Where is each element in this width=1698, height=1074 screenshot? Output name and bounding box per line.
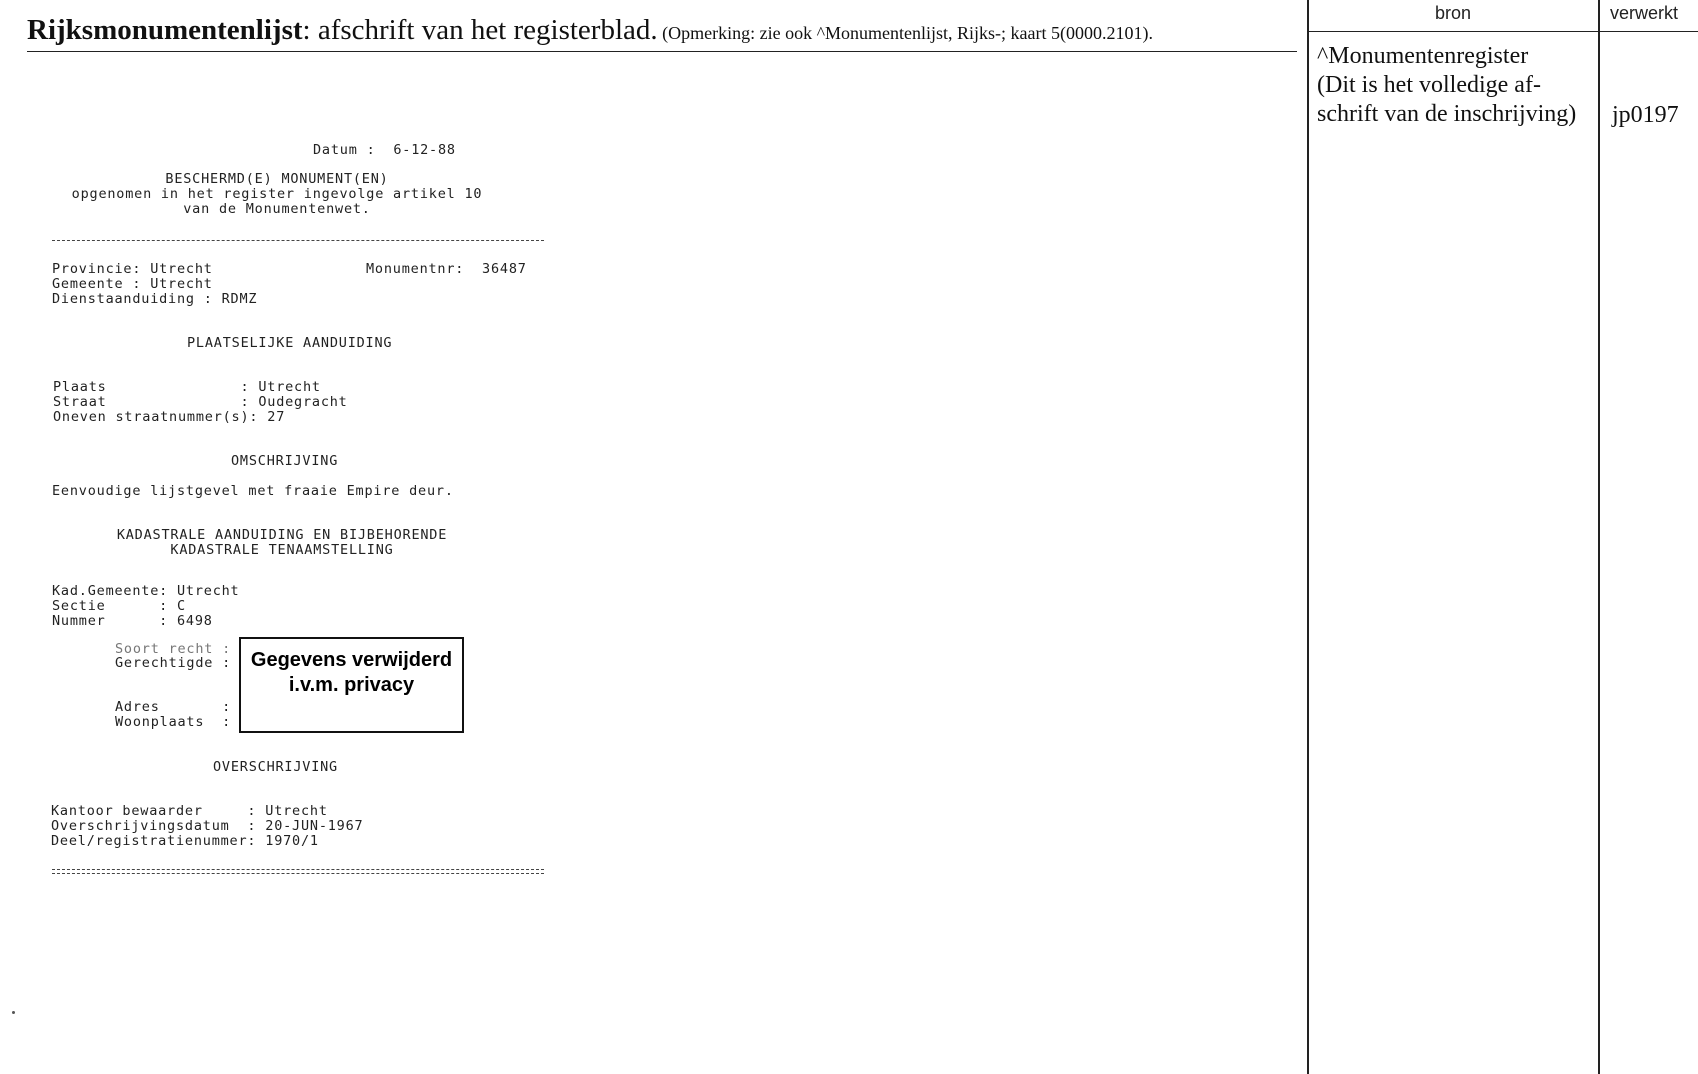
section-title-overschrijving: OVERSCHRIJVING bbox=[213, 759, 338, 775]
register-date: Datum : 6-12-88 bbox=[313, 142, 456, 158]
verwerkt-cell-text: jp0197 bbox=[1612, 102, 1679, 128]
heading-underline bbox=[27, 51, 1297, 52]
table-header-rule bbox=[1307, 31, 1698, 32]
register-header: BESCHERMD(E) MONUMENT(EN) opgenomen in het register ingevolge artikel 10 van de Monumentenwet. bbox=[71, 171, 483, 217]
register-transfer-details: Kantoor bewaarder : Utrecht Overschrijvingsdatum : 20-JUN-1967 Deel/registratienummer: 1970/1 bbox=[51, 803, 364, 849]
register-cadastral-details: Kad.Gemeente: Utrecht Sectie : C Nummer : 6498 bbox=[52, 583, 240, 629]
heading-colon: : bbox=[302, 14, 311, 46]
section-title-omschrijving: OMSCHRIJVING bbox=[231, 453, 339, 469]
register-description: Eenvoudige lijstgevel met fraaie Empire deur. bbox=[52, 483, 454, 499]
table-column-divider-verwerkt bbox=[1598, 0, 1600, 1074]
register-location-admin: Provincie: Utrecht Gemeente : Utrecht Dienstaanduiding : RDMZ bbox=[52, 261, 258, 307]
scan-speck bbox=[12, 1011, 15, 1014]
table-column-divider-bron bbox=[1307, 0, 1309, 1074]
register-divider-top bbox=[52, 240, 544, 241]
page-heading bbox=[27, 10, 1297, 53]
column-header-verwerkt: verwerkt bbox=[1610, 3, 1679, 23]
heading-subtitle: afschrift van het registerblad. bbox=[310, 14, 658, 46]
register-divider-bottom bbox=[52, 869, 544, 874]
privacy-redaction-box bbox=[239, 637, 464, 733]
privacy-note: Gegevens verwijderd i.v.m. privacy bbox=[250, 649, 453, 696]
section-title-plaatselijke-aanduiding: PLAATSELIJKE AANDUIDING bbox=[187, 335, 393, 351]
register-place-details: Plaats : Utrecht Straat : Oudegracht Oneven straatnummer(s): 27 bbox=[53, 379, 348, 425]
bron-cell-text: ^Monumentenregister (Dit is het volledige af- schrift van de inschrijving) bbox=[1317, 43, 1577, 127]
label-gerechtigde: Gerechtigde : bbox=[115, 655, 232, 671]
section-title-kadastrale: KADASTRALE AANDUIDING EN BIJBEHORENDE KADASTRALE TENAAMSTELLING bbox=[116, 527, 448, 558]
label-adres-woonplaats: Adres : Woonplaats : bbox=[115, 699, 232, 730]
column-header-bron: bron bbox=[1434, 3, 1472, 23]
register-monument-number: Monumentnr: 36487 bbox=[366, 261, 527, 277]
heading-note: (Opmerking: zie ook ^Monumentenlijst, Rijks-; kaart 5(0000.2101). bbox=[657, 23, 1154, 43]
label-soort-recht: Soort recht : bbox=[115, 641, 232, 657]
heading-title: Rijksmonumentenlijst bbox=[27, 14, 303, 46]
